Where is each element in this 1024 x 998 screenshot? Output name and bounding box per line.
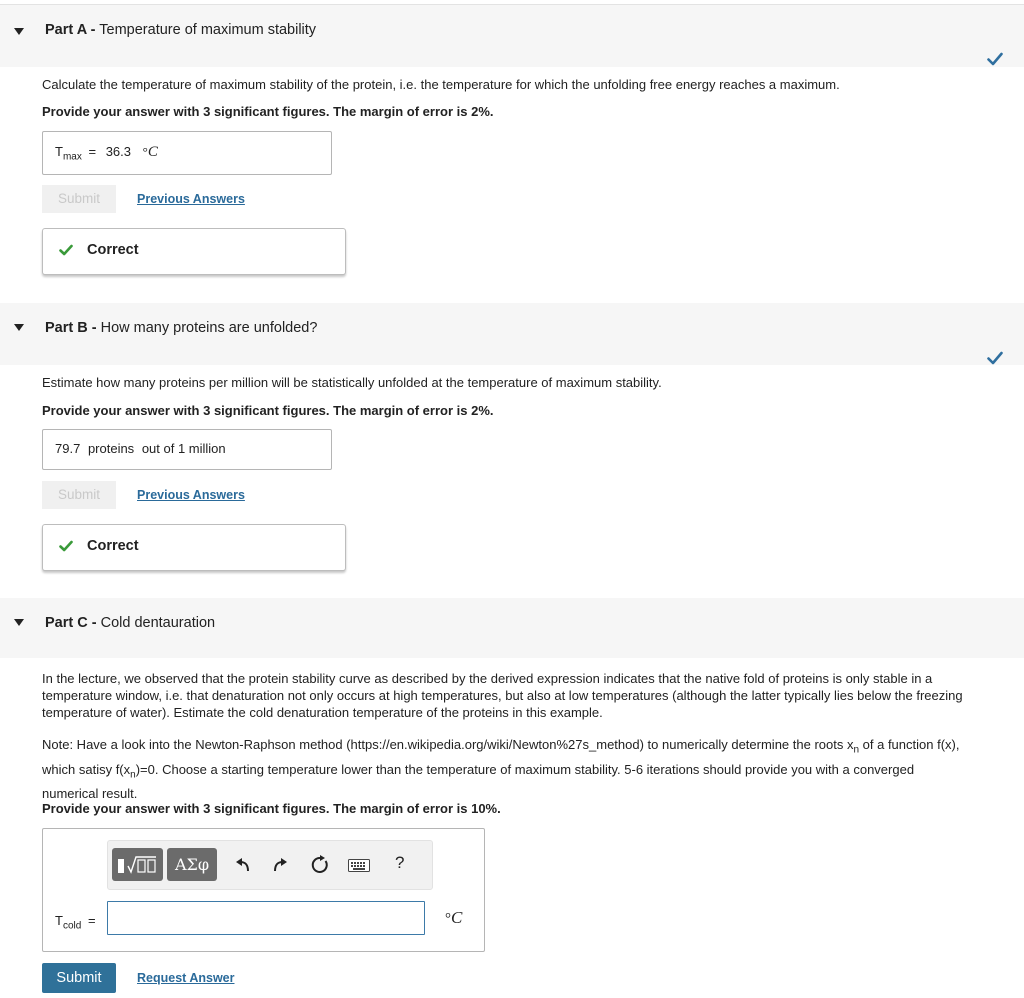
keyboard-icon[interactable] <box>348 859 370 872</box>
part-a-answer-box <box>42 131 332 175</box>
part-a-question: Calculate the temperature of maximum stability of the protein, i.e. the temperature for which the unfolding free energy reaches a maximum. <box>42 77 840 92</box>
math-toolbar <box>107 840 433 890</box>
part-c-header[interactable] <box>0 598 1024 658</box>
part-c-paragraph: In the lecture, we observed that the protein stability curve as described by the derived expression indicates that the native fold of proteins is only stable in a temperature window, i.e. that denaturation not only occurs at high temperatures, but also at low temperatures (although the latter typically lies below the freezing temperature of water). Estimate the cold denaturation temperature of the proteins in this example. <box>42 671 963 720</box>
request-answer-link[interactable]: Request Answer <box>137 971 235 985</box>
part-c-unit: °C <box>445 908 463 927</box>
part-c-title <box>45 615 215 631</box>
collapse-caret-icon[interactable] <box>14 619 24 626</box>
part-b-answer-value: 79.7 <box>55 441 81 456</box>
part-b-feedback-text: Correct <box>87 538 139 554</box>
part-b-instruction: Provide your answer with 3 significant figures. The margin of error is 2%. <box>42 403 494 418</box>
part-b-suffix: out of 1 million <box>141 441 226 456</box>
redo-icon[interactable] <box>271 857 289 873</box>
part-c-answer-panel <box>42 828 485 952</box>
undo-icon[interactable] <box>234 857 252 873</box>
collapse-caret-icon[interactable] <box>14 324 24 331</box>
completed-check-icon <box>987 351 1003 365</box>
part-a-label: Part A - <box>45 22 96 38</box>
part-a-answer-value: 36.3 <box>105 144 132 159</box>
part-c-title-text: Cold dentauration <box>100 615 216 631</box>
help-button[interactable]: ? <box>395 853 405 872</box>
part-b-label: Part B - <box>45 320 97 336</box>
part-b-question: Estimate how many proteins per million will be statistically unfolded at the temperature of maximum stability. <box>42 375 662 390</box>
part-c-instruction: Provide your answer with 3 significant figures. The margin of error is 10%. <box>42 801 501 816</box>
part-a-previous-answers-link[interactable]: Previous Answers <box>137 192 245 206</box>
template-button[interactable] <box>112 848 163 881</box>
correct-check-icon <box>59 540 73 552</box>
part-a-header[interactable] <box>0 5 1024 67</box>
part-b-unit: proteins <box>87 441 135 456</box>
part-b-header[interactable] <box>0 303 1024 365</box>
part-b-submit-button[interactable]: Submit <box>42 481 116 509</box>
part-a-unit: °C <box>142 144 158 160</box>
reset-icon[interactable] <box>310 855 330 875</box>
collapse-caret-icon[interactable] <box>14 28 24 35</box>
part-a-variable: $T_{max} = 36.3$ °C <box>55 144 158 163</box>
part-c-variable: $T_{cold}$ = <box>55 913 96 932</box>
part-c-note: Note: Have a look into the Newton-Raphson method (https://en.wikipedia.org/wiki/Newton%27s_method) to numerically determine the roots $x_n$ of a function f(x), which satisy $f(x_n)=0$. Choose a starting temperature lower than the temperature of maximum stability. 5-6 iterations should provide you with a converged numerical result. <box>42 737 960 802</box>
part-b-previous-answers-link[interactable]: Previous Answers <box>137 488 245 502</box>
part-b-feedback <box>42 524 346 571</box>
part-a-title-text: Temperature of maximum stability <box>99 22 317 38</box>
part-b-title <box>45 320 317 336</box>
part-a-feedback <box>42 228 346 275</box>
part-c-label: Part C - <box>45 615 97 631</box>
part-b-answer-box <box>42 429 332 470</box>
part-a-instruction: Provide your answer with 3 significant figures. The margin of error is 2%. <box>42 104 494 119</box>
completed-check-icon <box>987 52 1003 66</box>
part-a-title <box>45 22 316 38</box>
part-a-feedback-text: Correct <box>87 242 139 258</box>
part-b-title-text: How many proteins are unfolded? <box>100 320 318 336</box>
part-a-submit-button[interactable]: Submit <box>42 185 116 213</box>
part-c-answer-input[interactable] <box>107 901 425 935</box>
templates-icon <box>112 848 163 881</box>
greek-symbols-button[interactable]: ΑΣφ <box>167 848 217 881</box>
part-c-submit-button[interactable]: Submit <box>42 963 116 993</box>
correct-check-icon <box>59 244 73 256</box>
